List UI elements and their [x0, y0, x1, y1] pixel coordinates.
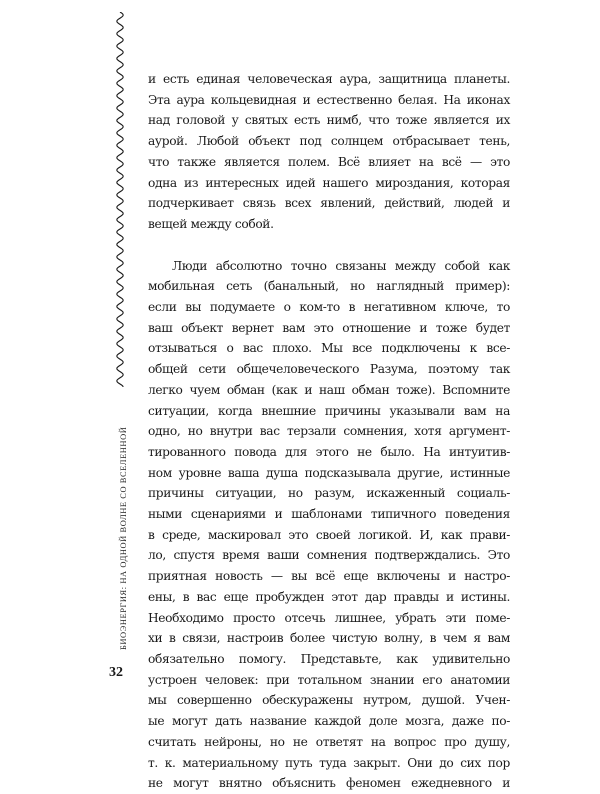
text-line: одно, но внутри вас терзали сомнения, хотя аргумент-	[148, 424, 510, 439]
text-line: обязательно помогу. Представьте, как удивительно	[148, 651, 510, 666]
text-line: подчеркивает связь всех явлений, действий, людей и	[148, 196, 510, 211]
text-line: приятная новость — вы всё еще включены и настро-	[148, 569, 510, 584]
text-line: Необходимо просто отсечь лишнее, убрать эти поме-	[148, 610, 510, 625]
page-number: 32	[109, 665, 123, 680]
paragraph-spacer	[148, 235, 510, 256]
text-line: одна из интересных идей нашего мироздания, которая	[148, 175, 510, 190]
running-title	[108, 400, 132, 650]
text-line: хи в связи, настроив более чистую волну, в чем я вам	[148, 631, 510, 646]
text-line: причины ситуации, но разум, искаженный социаль-	[148, 486, 510, 501]
text-line: аурой. Любой объект под солнцем отбрасывает тень,	[148, 134, 510, 149]
text-line: Люди абсолютно точно связаны между собой как	[172, 258, 510, 273]
text-line: не могут внятно объяснить феномен ежедневного и	[148, 776, 510, 791]
text-line: легко чуем обман (как и наш обман тоже). Вспомните	[148, 382, 510, 397]
text-line: отзываться о вас плохо. Мы все подключены к все-	[148, 341, 510, 356]
text-line: ном уровне ваша душа подсказывала другие, истинные	[148, 465, 510, 480]
text-line: ситуации, когда внешние причины указывали вам на	[148, 403, 510, 418]
text-line: ые могут дать название каждой доле мозга, даже по-	[148, 714, 510, 729]
running-title-text: БИОЭНЕРГИЯ: НА ОДНОЙ ВОЛНЕ СО ВСЕЛЕННОЙ	[119, 426, 128, 650]
text-line: и есть единая человеческая аура, защитница планеты.	[148, 72, 510, 86]
text-line: ными сценариями и шаблонами типичного поведения	[148, 507, 510, 522]
text-line: общей сети общечеловеческого Разума, поэтому так	[148, 362, 510, 377]
text-line: вещей между собой.	[148, 216, 274, 231]
text-line: в среде, маскировал это своей логикой. И, как прави-	[148, 527, 510, 542]
text-line: т. к. материальному путь туда закрыт. Они до сих пор	[148, 755, 510, 770]
text-line: считать нейроны, но не ответят на вопрос про душу,	[148, 734, 510, 749]
paragraph-1	[148, 69, 510, 235]
text-line: мы совершенно обескуражены нутром, душой. Учен-	[148, 693, 510, 708]
text-line: устроен человек: при тотальном знании его анатомии	[148, 672, 510, 687]
text-line: тированного повода для этого не было. На интуитив-	[148, 444, 510, 459]
body-text	[148, 69, 510, 794]
text-line: ло, спустя время ваши сомнения подтверждались. Это	[148, 548, 510, 563]
wavy-line-ornament	[113, 12, 127, 387]
text-line: если вы подумаете о ком-то в негативном ключе, то	[148, 300, 510, 315]
text-line: мобильная сеть (банальный, но наглядный пример):	[148, 279, 510, 294]
text-line: ены, в вас еще пробужден этот дар правды и истины.	[148, 589, 510, 604]
text-line: над головой у святых есть нимб, что тоже является их	[148, 113, 510, 128]
paragraph-2	[148, 256, 510, 794]
text-line: ваш объект вернет вам это отношение и тоже будет	[148, 320, 510, 335]
text-line: что также является полем. Всё влияет на всё — это	[148, 154, 510, 169]
text-line: Эта аура кольцевидная и естественно белая. На иконах	[148, 92, 510, 107]
